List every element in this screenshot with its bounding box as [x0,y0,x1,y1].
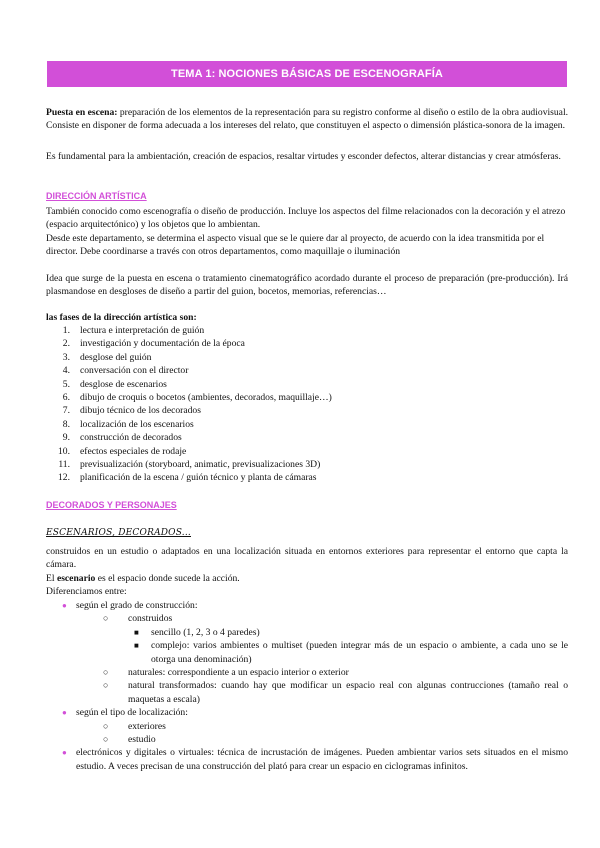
bullet-dot-icon: ● [62,708,67,718]
list-item: 3. desglose del guión [62,351,152,363]
intro-term: Puesta en escena: [46,107,118,118]
list-item: ○ estudio [103,734,156,746]
list-item: 11. previsualización (storyboard, animatic, previsualizaciones 3D) [58,459,321,471]
bullet-circle-icon: ○ [103,667,109,678]
decorados-paragraph-2: El escenario es el espacio donde sucede la acción. [46,573,240,584]
intro-paragraph [46,106,568,133]
bullet-square-icon: ■ [134,641,139,651]
list-item: ○ construidos [103,613,173,625]
decorados-bullet-list [46,599,568,773]
page-title: TEMA 1: NOCIONES BÁSICAS DE ESCENOGRAFÍA [171,68,443,80]
list-item: ■ sencillo (1, 2, 3 o 4 paredes) [134,626,260,638]
fases-list [46,324,546,485]
page-title-banner [47,61,567,87]
direccion-paragraph-2: Desde este departamento, se determina el aspecto visual que se le quiere dar al proyecto, de acuerdo con la idea transmitida por el director. Debe coordinarse a través con otros departamentos, como maquillaje o iluminación [46,233,545,258]
section-heading-decorados: DECORADOS Y PERSONAJES [46,500,177,510]
list-item: ● según el grado de construcción: [62,600,198,611]
list-item: 6. dibujo de croquis o bocetos (ambientes, decorados, maquillaje…) [62,392,332,404]
intro-purpose: Es fundamental para la ambientación, creación de espacios, resaltar virtudes y esconder defectos, alterar distancias y crear atmósferas. [46,151,561,162]
list-item: 4. conversación con el director [62,365,189,377]
bullet-circle-icon: ○ [103,734,109,745]
list-item: 7. dibujo técnico de los decorados [62,405,201,417]
bullet-circle-icon: ○ [103,613,109,624]
bullet-circle-icon: ○ [103,680,109,691]
bullet-dot-icon: ● [62,748,67,758]
list-item: ● según el tipo de localización: [62,707,188,719]
decorados-paragraph-3: Diferenciamos entre: [46,586,127,597]
list-item: 1. lectura e interpretación de guión [62,325,205,336]
intro-definition: preparación de los elementos de la representación para su registro conforme al diseño o estilo de la obra audiovisual. Consiste en disponer de forma adecuada a los intereses del relato, que constituyen el aspecto o dimensión plástica-sonora de la imagen. [46,107,569,132]
list-item: ■ complejo: varios ambientes o multiset (pueden integrar más de un espacio o ambiente, a cada uno se le otorga una denominación) [134,640,568,665]
section-heading-direccion: DIRECCIÓN ARTÍSTICA [46,191,147,201]
list-item: 5. desglose de escenarios [62,378,167,390]
list-item: ○ naturales: correspondiente a un espacio interior o exterior [103,667,349,679]
list-item: 9. construcción de decorados [62,432,182,444]
direccion-paragraph-1: También conocido como escenografía o diseño de producción. Incluye los aspectos del filme relacionados con la decoración y el atrezo (espacio arquitectónico) y los objetos que lo ambientan. [46,206,566,231]
list-item: ○ exteriores [103,720,166,732]
list-item: 10. efectos especiales de rodaje [58,445,187,457]
list-item: 12. planificación de la escena / guión técnico y planta de cámaras [58,472,317,484]
bullet-square-icon: ■ [134,627,139,637]
bullet-circle-icon: ○ [103,720,109,731]
list-item: 8. localización de los escenarios [62,418,194,430]
decorados-paragraph-1: construidos en un estudio o adaptados en una localización situada en entornos exteriores para representar el entorno que capta la cámara. [46,546,568,571]
direccion-paragraph-3: Idea que surge de la puesta en escena o tratamiento cinematográfico acordado durante el proceso de preparación (pre-producción). Irá plasmandose en desgloses de diseño a partir del guion, bocetos, memorias, referencias… [46,273,568,298]
fases-title: las fases de la dirección artística son: [46,312,197,323]
bullet-dot-icon: ● [62,601,67,610]
list-item: ● electrónicos y digitales o virtuales: técnica de incrustación de imágenes. Pueden ambientar varios sets situados en el mismo estudio. A veces precisan de una construcción del plató para crear un espacio en ciclogramas infinitos. [62,747,568,772]
subheading-escenarios: ESCENARIOS, DECORADOS... [46,528,191,538]
list-item: 2. investigación y documentación de la época [62,338,245,350]
list-item: ○ natural transformados: cuando hay que modificar un espacio real con algunas contrucciones (tamaño real o maquetas a escala) [103,680,568,705]
